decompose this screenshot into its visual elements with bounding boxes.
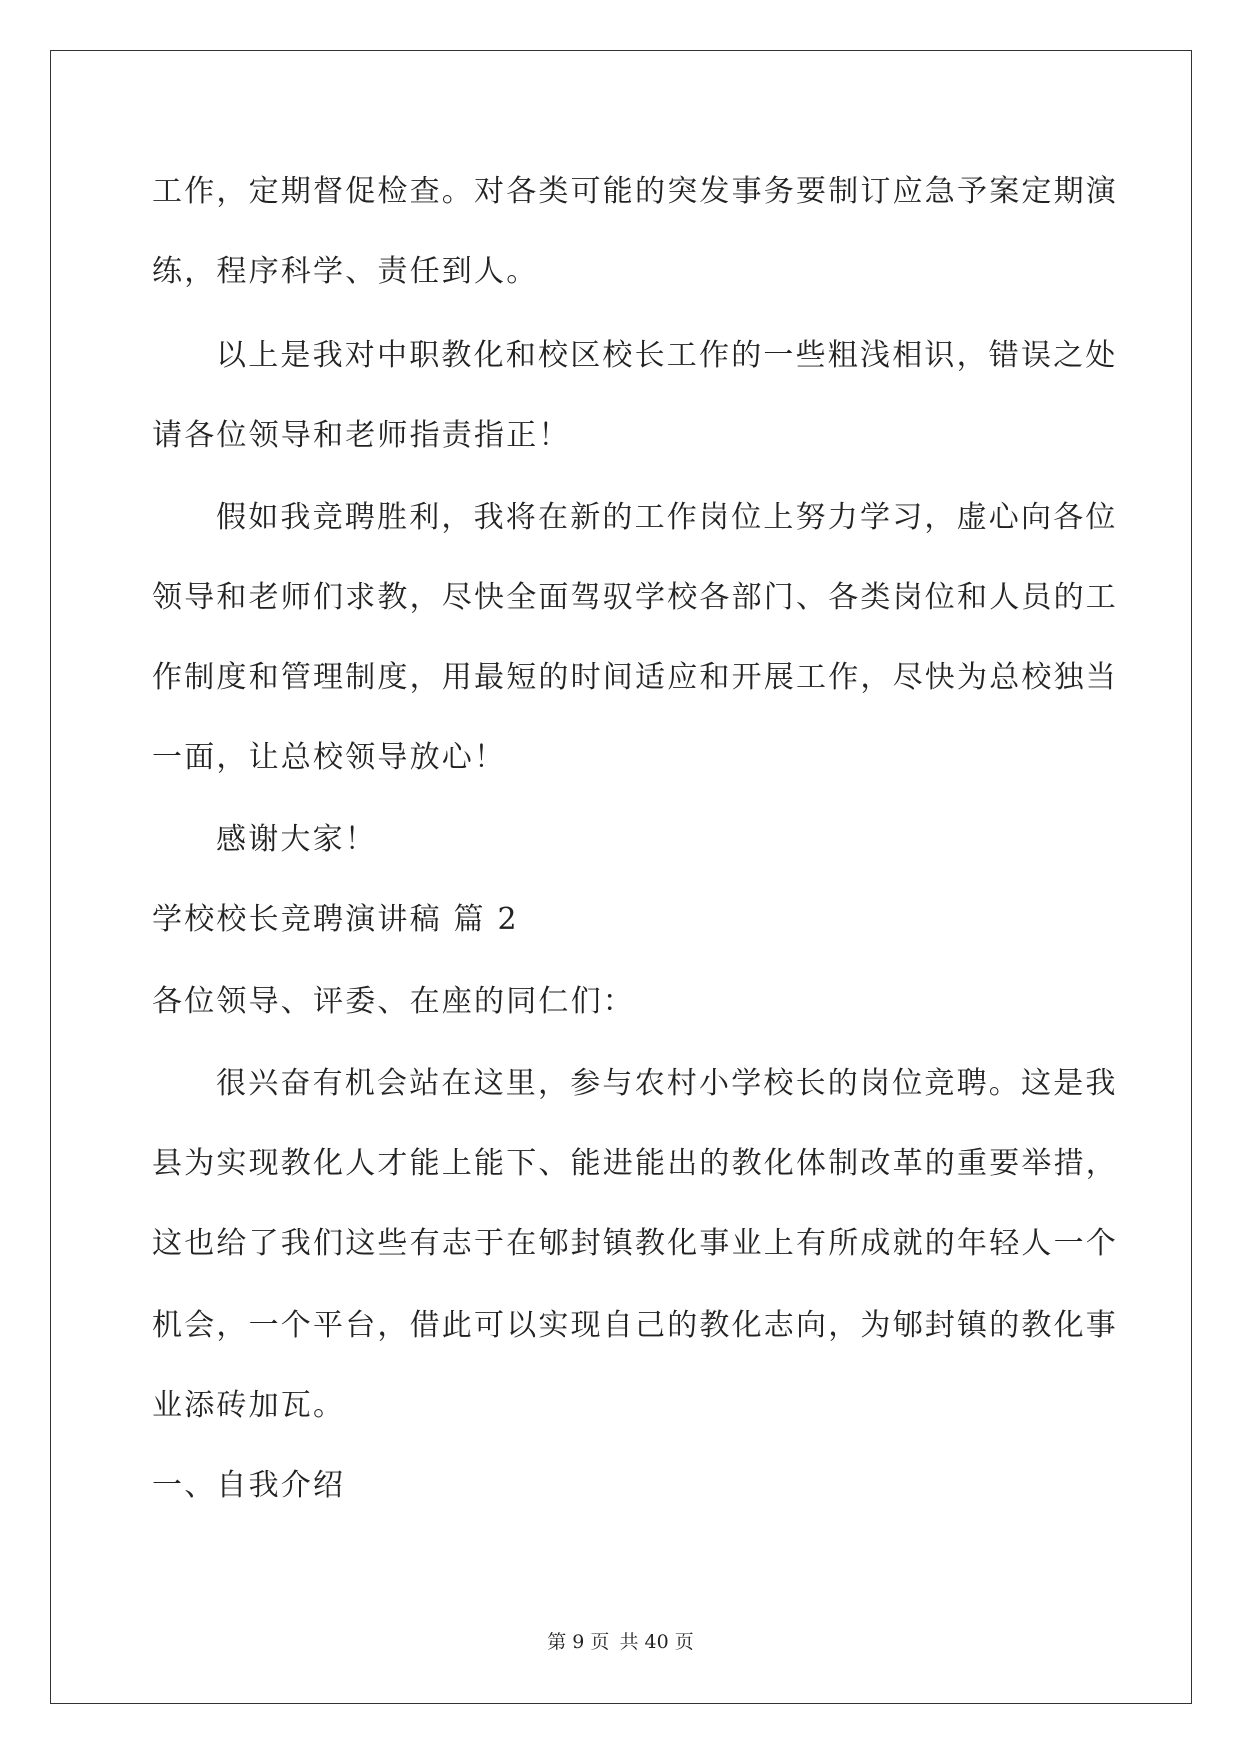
page-footer (0, 1630, 1241, 1654)
paragraph-line: 这也给了我们这些有志于在郇封镇教化事业上有所成就的年轻人一个 (152, 1226, 1118, 1261)
paragraph-line: 感谢大家！ (216, 822, 377, 857)
paragraph-line: 很兴奋有机会站在这里，参与农村小学校长的岗位竞聘。这是我 (216, 1066, 1118, 1101)
page-frame (50, 50, 1192, 1704)
paragraph-line: 工作，定期督促检查。对各类可能的突发事务要制订应急予案定期演 (152, 174, 1118, 209)
paragraph-line: 作制度和管理制度，用最短的时间适应和开展工作，尽快为总校独当 (152, 660, 1118, 695)
section-title: 学校校长竞聘演讲稿 篇 2 (152, 902, 519, 937)
paragraph-line: 机会，一个平台，借此可以实现自己的教化志向，为郇封镇的教化事 (152, 1308, 1118, 1343)
paragraph-line: 领导和老师们求教，尽快全面驾驭学校各部门、各类岗位和人员的工 (152, 580, 1118, 615)
paragraph-line: 县为实现教化人才能上能下、能进能出的教化体制改革的重要举措， (152, 1146, 1118, 1181)
page-total: 共 40 页 (619, 1631, 694, 1653)
page-number: 第 9 页 (547, 1631, 610, 1653)
paragraph-line: 一面，让总校领导放心！ (152, 740, 507, 775)
paragraph-line: 假如我竞聘胜利，我将在新的工作岗位上努力学习，虚心向各位 (216, 500, 1118, 535)
paragraph-line: 以上是我对中职教化和校区校长工作的一些粗浅相识，错误之处 (216, 338, 1118, 373)
paragraph-line: 请各位领导和老师指责指正！ (152, 418, 571, 453)
paragraph-line: 练，程序科学、责任到人。 (152, 254, 539, 289)
paragraph-line: 业添砖加瓦。 (152, 1388, 346, 1423)
salutation-line: 各位领导、评委、在座的同仁们： (152, 984, 635, 1019)
section-heading: 一、自我介绍 (152, 1468, 346, 1503)
